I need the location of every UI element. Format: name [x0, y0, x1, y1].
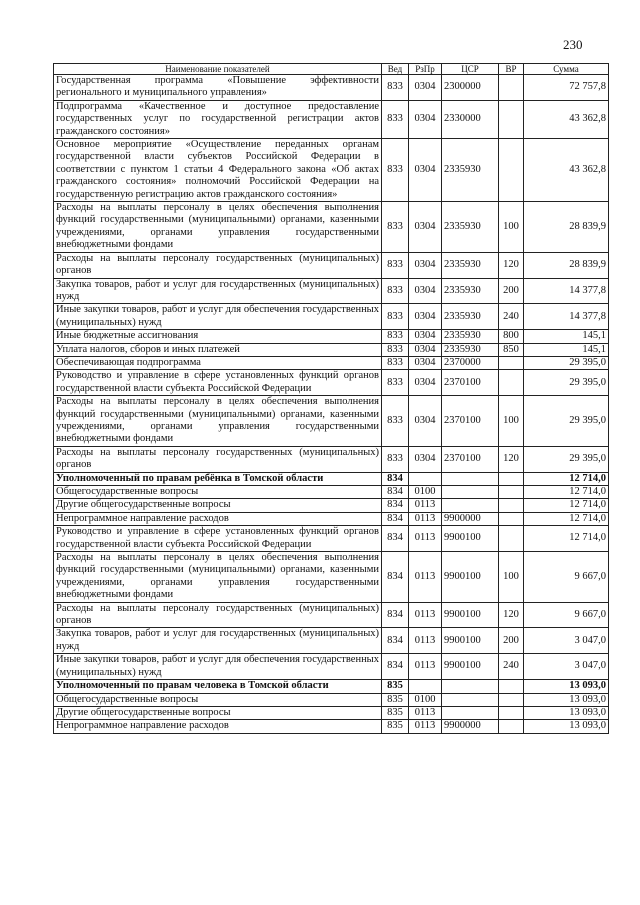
row-ved: 833 — [382, 252, 409, 278]
row-name: Общегосударственные вопросы — [54, 693, 382, 706]
row-sum: 14 377,8 — [524, 278, 609, 304]
table-row — [54, 602, 609, 628]
table-row — [54, 526, 609, 552]
row-sum: 29 395,0 — [524, 396, 609, 447]
row-sum: 12 714,0 — [524, 486, 609, 499]
row-rzpr: 0304 — [409, 278, 442, 304]
table-row — [54, 472, 609, 485]
row-ved: 834 — [382, 628, 409, 654]
row-csr: 2335930 — [442, 304, 499, 330]
table-row — [54, 552, 609, 603]
row-vr — [499, 512, 524, 525]
row-csr: 2335930 — [442, 330, 499, 343]
row-ved: 834 — [382, 526, 409, 552]
table-row — [54, 75, 609, 101]
row-name: Расходы на выплаты персоналу государственных (муниципальных) органов — [54, 602, 382, 628]
row-csr: 9900100 — [442, 552, 499, 603]
row-name: Иные закупки товаров, работ и услуг для обеспечения государственных (муниципальных) нужд — [54, 304, 382, 330]
table-row — [54, 654, 609, 680]
row-csr: 9900100 — [442, 654, 499, 680]
row-csr: 9900000 — [442, 512, 499, 525]
row-sum: 12 714,0 — [524, 526, 609, 552]
row-sum: 12 714,0 — [524, 472, 609, 485]
row-rzpr: 0113 — [409, 628, 442, 654]
budget-table — [53, 63, 609, 734]
row-name: Другие общегосударственные вопросы — [54, 499, 382, 512]
row-csr: 2335930 — [442, 139, 499, 202]
row-vr: 200 — [499, 278, 524, 304]
table-row — [54, 720, 609, 733]
page-number: 230 — [563, 37, 583, 52]
row-rzpr: 0113 — [409, 512, 442, 525]
row-ved: 833 — [382, 278, 409, 304]
row-name: Расходы на выплаты персоналу в целях обеспечения выполнения функций государственными (муниципальными) органами, казенными учреждениями, органами управления государственными внебюджетными фондами — [54, 396, 382, 447]
row-rzpr: 0304 — [409, 343, 442, 356]
row-sum: 9 667,0 — [524, 552, 609, 603]
row-ved: 833 — [382, 446, 409, 472]
row-ved: 834 — [382, 654, 409, 680]
row-ved: 833 — [382, 356, 409, 369]
table-row — [54, 139, 609, 202]
row-sum: 43 362,8 — [524, 100, 609, 138]
row-sum: 28 839,9 — [524, 252, 609, 278]
row-sum: 29 395,0 — [524, 446, 609, 472]
row-name: Непрограммное направление расходов — [54, 512, 382, 525]
table-row — [54, 252, 609, 278]
table-row — [54, 396, 609, 447]
row-vr: 200 — [499, 628, 524, 654]
table-row — [54, 202, 609, 253]
row-sum: 72 757,8 — [524, 75, 609, 101]
row-sum: 9 667,0 — [524, 602, 609, 628]
row-name: Руководство и управление в сфере установленных функций органов государственной власти субъекта Российской Федерации — [54, 526, 382, 552]
row-csr: 9900000 — [442, 720, 499, 733]
row-ved: 834 — [382, 472, 409, 485]
table-row — [54, 330, 609, 343]
row-rzpr: 0304 — [409, 370, 442, 396]
row-name: Расходы на выплаты персоналу в целях обеспечения выполнения функций государственными (муниципальными) органами, казенными учреждениями, органами управления государственными внебюджетными фондами — [54, 552, 382, 603]
row-vr: 240 — [499, 654, 524, 680]
row-rzpr — [409, 472, 442, 485]
row-sum: 12 714,0 — [524, 499, 609, 512]
row-ved: 834 — [382, 602, 409, 628]
row-vr: 100 — [499, 202, 524, 253]
row-vr: 850 — [499, 343, 524, 356]
row-name: Закупка товаров, работ и услуг для государственных (муниципальных) нужд — [54, 278, 382, 304]
table-row — [54, 278, 609, 304]
table-body — [54, 75, 609, 734]
row-csr: 2335930 — [442, 343, 499, 356]
row-name: Расходы на выплаты персоналу государственных (муниципальных) органов — [54, 252, 382, 278]
row-sum: 13 093,0 — [524, 706, 609, 719]
table-row — [54, 706, 609, 719]
row-rzpr — [409, 680, 442, 693]
row-rzpr: 0113 — [409, 526, 442, 552]
row-rzpr: 0113 — [409, 499, 442, 512]
row-csr: 2300000 — [442, 75, 499, 101]
row-rzpr: 0304 — [409, 75, 442, 101]
header-rzpr: РзПр — [409, 64, 442, 75]
row-rzpr: 0113 — [409, 552, 442, 603]
row-csr: 2330000 — [442, 100, 499, 138]
row-sum: 43 362,8 — [524, 139, 609, 202]
row-csr: 9900100 — [442, 526, 499, 552]
row-ved: 833 — [382, 396, 409, 447]
row-ved: 834 — [382, 499, 409, 512]
table-row — [54, 356, 609, 369]
table-row — [54, 499, 609, 512]
row-name: Уплата налогов, сборов и иных платежей — [54, 343, 382, 356]
row-rzpr: 0113 — [409, 706, 442, 719]
row-rzpr: 0304 — [409, 252, 442, 278]
row-sum: 3 047,0 — [524, 654, 609, 680]
row-csr: 9900100 — [442, 602, 499, 628]
row-name: Основное мероприятие «Осуществление переданных органам государственной власти субъектов Российской Федерации в соответствии с пунктом 1 статьи 4 Федерального закона «Об актах гражданского состояния» полномочий Российской Федерации на государственную регистрацию актов гражданского состояния» — [54, 139, 382, 202]
row-ved: 833 — [382, 370, 409, 396]
row-vr — [499, 486, 524, 499]
row-csr: 2370100 — [442, 446, 499, 472]
row-rzpr: 0113 — [409, 654, 442, 680]
row-vr — [499, 526, 524, 552]
row-rzpr: 0113 — [409, 720, 442, 733]
row-vr: 120 — [499, 252, 524, 278]
row-vr: 120 — [499, 602, 524, 628]
row-vr — [499, 720, 524, 733]
row-sum: 29 395,0 — [524, 370, 609, 396]
table-row — [54, 343, 609, 356]
row-rzpr: 0100 — [409, 486, 442, 499]
header-name: Наименование показателей — [54, 64, 382, 75]
row-sum: 13 093,0 — [524, 693, 609, 706]
row-name: Государственная программа «Повышение эффективности регионального и муниципального управления» — [54, 75, 382, 101]
row-rzpr: 0304 — [409, 139, 442, 202]
row-vr: 120 — [499, 446, 524, 472]
row-ved: 833 — [382, 139, 409, 202]
row-vr — [499, 139, 524, 202]
row-name: Непрограммное направление расходов — [54, 720, 382, 733]
row-ved: 834 — [382, 552, 409, 603]
row-name: Расходы на выплаты персоналу государственных (муниципальных) органов — [54, 446, 382, 472]
row-rzpr: 0304 — [409, 396, 442, 447]
row-ved: 833 — [382, 343, 409, 356]
row-ved: 835 — [382, 693, 409, 706]
row-rzpr: 0304 — [409, 446, 442, 472]
row-rzpr: 0304 — [409, 356, 442, 369]
table-row — [54, 370, 609, 396]
row-name: Другие общегосударственные вопросы — [54, 706, 382, 719]
row-sum: 29 395,0 — [524, 356, 609, 369]
row-csr: 2370000 — [442, 356, 499, 369]
row-sum: 13 093,0 — [524, 720, 609, 733]
row-ved: 833 — [382, 330, 409, 343]
row-sum: 145,1 — [524, 330, 609, 343]
row-name: Уполномоченный по правам человека в Томской области — [54, 680, 382, 693]
row-sum: 13 093,0 — [524, 680, 609, 693]
row-csr — [442, 693, 499, 706]
row-ved: 835 — [382, 706, 409, 719]
row-csr: 9900100 — [442, 628, 499, 654]
row-csr — [442, 472, 499, 485]
row-csr — [442, 680, 499, 693]
header-ved: Вед — [382, 64, 409, 75]
row-rzpr: 0100 — [409, 693, 442, 706]
header-sum: Сумма — [524, 64, 609, 75]
row-csr — [442, 499, 499, 512]
row-vr — [499, 693, 524, 706]
row-rzpr: 0304 — [409, 304, 442, 330]
row-rzpr: 0304 — [409, 100, 442, 138]
header-vr: ВР — [499, 64, 524, 75]
table-row — [54, 628, 609, 654]
row-name: Уполномоченный по правам ребёнка в Томской области — [54, 472, 382, 485]
row-vr: 800 — [499, 330, 524, 343]
row-csr: 2370100 — [442, 370, 499, 396]
row-name: Расходы на выплаты персоналу в целях обеспечения выполнения функций государственными (муниципальными) органами, казенными учреждениями, органами управления государственными внебюджетными фондами — [54, 202, 382, 253]
row-ved: 833 — [382, 100, 409, 138]
row-vr — [499, 499, 524, 512]
row-ved: 834 — [382, 512, 409, 525]
row-name: Иные закупки товаров, работ и услуг для обеспечения государственных (муниципальных) нужд — [54, 654, 382, 680]
row-vr: 100 — [499, 396, 524, 447]
row-vr: 100 — [499, 552, 524, 603]
table-header-row — [54, 64, 609, 75]
row-ved: 834 — [382, 486, 409, 499]
row-vr — [499, 75, 524, 101]
row-ved: 833 — [382, 202, 409, 253]
row-csr: 2335930 — [442, 252, 499, 278]
row-sum: 145,1 — [524, 343, 609, 356]
row-csr — [442, 486, 499, 499]
row-name: Закупка товаров, работ и услуг для государственных (муниципальных) нужд — [54, 628, 382, 654]
table-row — [54, 680, 609, 693]
row-csr — [442, 706, 499, 719]
row-sum: 12 714,0 — [524, 512, 609, 525]
row-name: Иные бюджетные ассигнования — [54, 330, 382, 343]
table-row — [54, 446, 609, 472]
row-sum: 3 047,0 — [524, 628, 609, 654]
row-vr — [499, 472, 524, 485]
row-rzpr: 0304 — [409, 202, 442, 253]
table-row — [54, 486, 609, 499]
table-row — [54, 100, 609, 138]
table-row — [54, 512, 609, 525]
row-sum: 28 839,9 — [524, 202, 609, 253]
row-vr — [499, 706, 524, 719]
table-row — [54, 693, 609, 706]
row-csr: 2370100 — [442, 396, 499, 447]
row-ved: 835 — [382, 680, 409, 693]
row-ved: 833 — [382, 304, 409, 330]
table-row — [54, 304, 609, 330]
row-rzpr: 0113 — [409, 602, 442, 628]
row-rzpr: 0304 — [409, 330, 442, 343]
row-vr — [499, 370, 524, 396]
row-name: Подпрограмма «Качественное и доступное предоставление государственных услуг по государственной регистрации актов гражданского состояния» — [54, 100, 382, 138]
row-vr: 240 — [499, 304, 524, 330]
row-ved: 833 — [382, 75, 409, 101]
row-sum: 14 377,8 — [524, 304, 609, 330]
row-name: Руководство и управление в сфере установленных функций органов государственной власти субъекта Российской Федерации — [54, 370, 382, 396]
row-vr — [499, 100, 524, 138]
row-vr — [499, 356, 524, 369]
header-csr: ЦСР — [442, 64, 499, 75]
row-name: Общегосударственные вопросы — [54, 486, 382, 499]
row-ved: 835 — [382, 720, 409, 733]
row-csr: 2335930 — [442, 278, 499, 304]
row-name: Обеспечивающая подпрограмма — [54, 356, 382, 369]
row-csr: 2335930 — [442, 202, 499, 253]
row-vr — [499, 680, 524, 693]
